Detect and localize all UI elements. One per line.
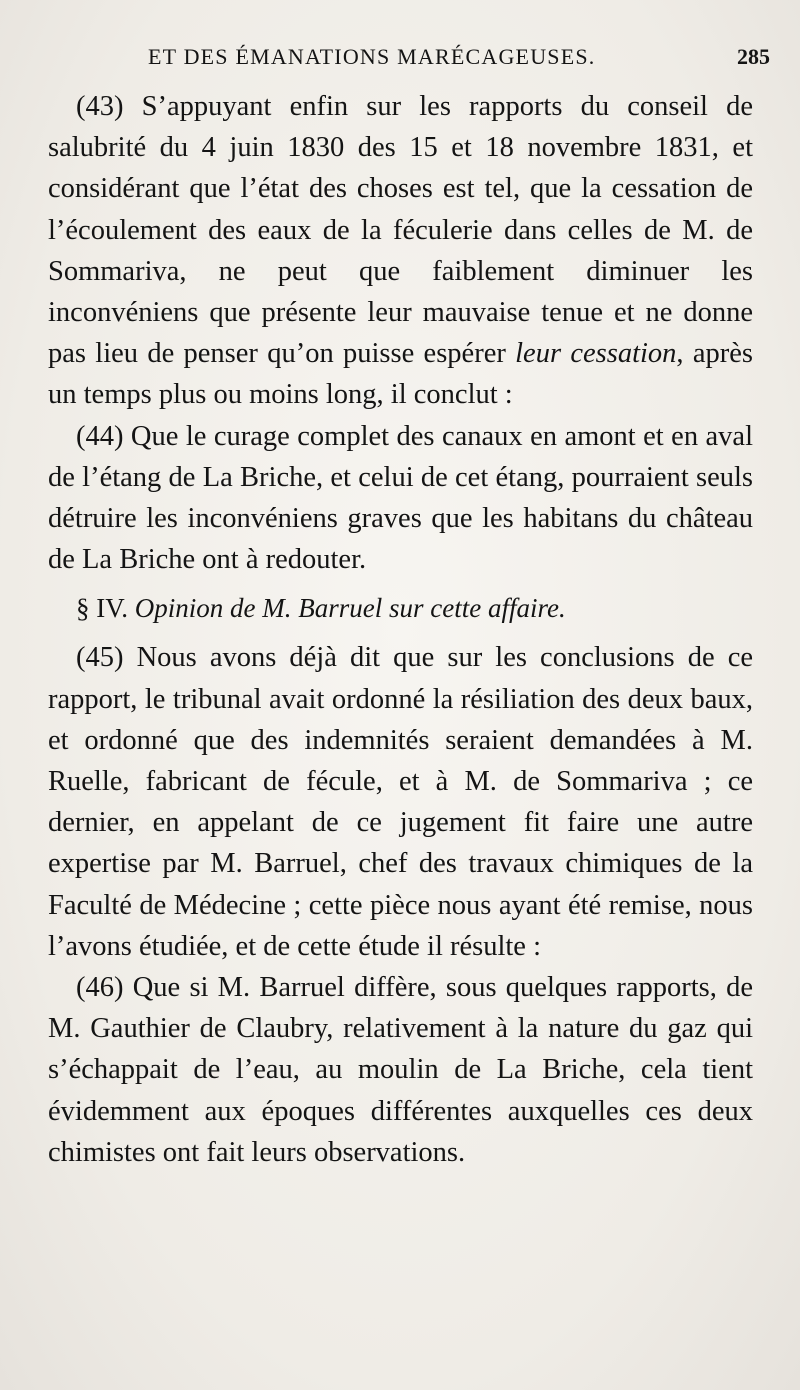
text-run: (45) Nous avons déjà dit que sur les conclusions de ce rapport, le tribunal avait ordonné la résiliation des deux baux, et ordonné que des indemnités seraient demandées à M. Ruelle, fabricant de fécule, et à M. de Sommariva ; ce dernier, en appelant de ce jugement fit faire une autre expertise par M. Barruel, chef des travaux chimiques de la Faculté de Médecine ; cette pièce nous ayant été remise, nous l’avons étudiée, et de cette étude il résulte : (48, 642, 753, 962)
body-text (48, 86, 753, 1173)
text-run: (46) Que si M. Barruel diffère, sous quelques rapports, de M. Gauthier de Claubry, relativement à la nature du gaz qui s’échappait de l’eau, au moulin de La Briche, cela tient évidemment aux époques différentes auxquelles ces deux chimistes ont fait leurs observations. (48, 972, 753, 1168)
paragraph-44 (48, 416, 753, 581)
paragraph-45 (48, 637, 753, 967)
text-run-italic: leur cessation (515, 338, 677, 370)
text-run: (44) Que le curage complet des canaux en amont et en aval de l’étang de La Briche, et celui de cet étang, pourraient seuls détruire les inconvéniens graves que les habitans du château de La Briche ont à redouter. (48, 420, 753, 576)
paragraph-46 (48, 967, 753, 1173)
text-run: (43) S’appuyant enfin sur les rapports du conseil de salubrité du 4 juin 1830 des 15 et 18 novembre 1831, et considérant que l’état des choses est tel, que la cessation de l’écoulement des eaux de la féculerie dans celles de M. de Sommariva, ne peut que faiblement diminuer les inconvéniens que présente leur mauvaise tenue et ne donne pas lieu de penser qu’on puisse espérer (48, 91, 753, 370)
page-header (60, 38, 770, 78)
section-title: Opinion de M. Barruel sur cette affaire. (134, 593, 566, 624)
running-title: ET DES ÉMANATIONS MARÉCAGEUSES. (148, 44, 596, 69)
section-number: § IV. (76, 593, 129, 624)
section-heading (48, 588, 753, 629)
text-run: , après un temps plus ou moins long, il conclut : (48, 338, 753, 411)
paragraph-43 (48, 86, 753, 416)
page-number: 285 (737, 44, 770, 69)
